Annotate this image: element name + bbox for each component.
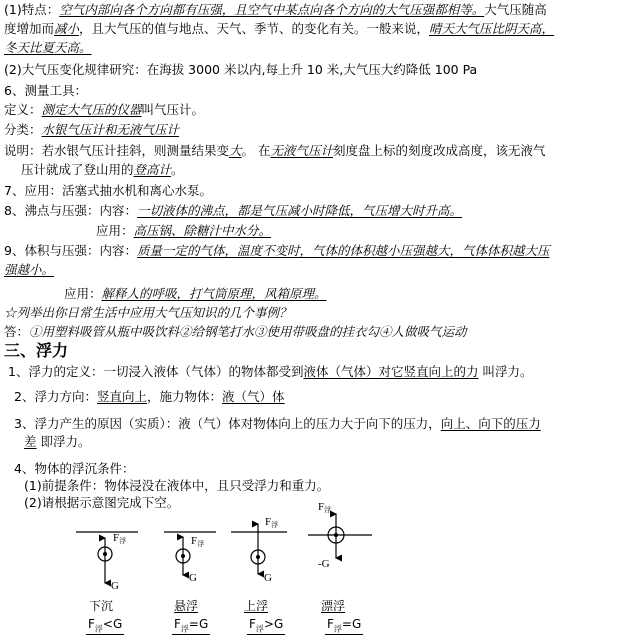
text: 即浮力。 (36, 434, 91, 449)
answer-cause: 向上、向下的压力 (440, 416, 541, 431)
buoyancy-cause-2 (24, 434, 91, 450)
text: F (88, 617, 95, 631)
text: 分类： (4, 122, 42, 137)
text: F (174, 617, 181, 631)
text: 应用： (64, 286, 102, 301)
text: 定义： (4, 102, 42, 117)
text: = (188, 617, 199, 631)
answer-altimeter: 登高计 (133, 162, 172, 177)
relation-rise (247, 617, 285, 635)
text: 刻度盘上标的刻度改成高度，该无液气 (333, 143, 546, 158)
note-line-2 (21, 162, 184, 178)
section-title-buoyancy: 三、浮力 (4, 341, 69, 360)
rule-line (4, 62, 477, 78)
buoyancy-cause-1 (14, 416, 541, 432)
text: ，施力物体： (146, 389, 222, 404)
relation-suspend (172, 617, 210, 635)
text: 压计就成了登山用的 (21, 162, 134, 177)
text: 度增加而 (4, 21, 55, 36)
diagram-floating (308, 501, 372, 570)
feature-line-3 (4, 40, 92, 56)
text: G (351, 617, 362, 631)
volume-application-line (64, 286, 327, 302)
sink-float-heading (14, 461, 134, 477)
diagram-sink (76, 532, 138, 592)
answer-definition: 测定大气压的仪器 (41, 102, 142, 117)
answer-aneroid: 无液气压计 (270, 143, 334, 158)
state-floating: 漂浮 (321, 599, 346, 613)
answer-examples: ①用塑料吸管从瓶中吸饮料②给钢笔打水③使用带吸盘的挂衣勾④人做吸气运动 (29, 324, 467, 339)
boiling-line (4, 203, 462, 219)
text: ，且大气压的值与地点、天气、季节、的变化有关。一般来说， (79, 21, 430, 36)
gravity-label: G (189, 572, 197, 584)
answer-line (4, 324, 467, 340)
feature-label: (1)特点： (4, 2, 60, 17)
gravity-label: G (264, 572, 272, 584)
buoyancy-definition (8, 364, 532, 380)
application-line (4, 183, 212, 199)
float-force-label: F浮 (318, 501, 332, 514)
answer-winter: 冬天比夏天高。 (4, 40, 92, 55)
note-line-1 (4, 143, 546, 159)
text: 3、浮力产生的原因（实质）：液（气）体对物体向上的压力大于向下的压力， (14, 416, 441, 431)
text: 叫浮力。 (478, 364, 533, 379)
text: ☆列举出你日常生活中应用大气压知识的几个事例？ (4, 305, 292, 320)
text: (2)大气压变化规律研究：在海拔 3000 米以内,每上升 10 米,大气压大约降低 100 Pa (4, 62, 478, 77)
text: 浮 (255, 624, 264, 634)
text: = (341, 617, 352, 631)
text: 8、沸点与压强：内容： (4, 203, 137, 218)
state-rise: 上浮 (244, 599, 269, 613)
gravity-label: G (111, 580, 119, 592)
precondition-line (24, 478, 329, 494)
heading-measure-tools (4, 83, 87, 99)
text: 4、物体的浮沉条件： (14, 461, 135, 476)
state-suspend: 悬浮 (174, 599, 199, 613)
text: 。 (171, 162, 184, 177)
text: (1)前提条件：物体浸没在液体中，且只受浮力和重力。 (24, 478, 330, 493)
answer-sunny: 晴天大气压比阴天高， (429, 21, 555, 36)
category-line (4, 122, 179, 138)
text: 浮 (333, 624, 342, 634)
text: 9、体积与压强：内容： (4, 243, 137, 258)
answer-cause-end: 差 (24, 434, 37, 449)
answer-volume: 质量一定的气体，温度不变时，气体的体积越小压强越大，气体体积越大压 (136, 243, 550, 258)
feature-line-2 (4, 21, 554, 37)
answer-decrease: 减小 (54, 21, 80, 36)
answer-exerter: 液（气）体 (222, 389, 285, 404)
relation-floating (325, 617, 363, 635)
text: F (249, 617, 256, 631)
text: F (327, 617, 334, 631)
text: G (273, 617, 284, 631)
answer-big: 大 (229, 143, 242, 158)
text: 应用： (96, 223, 134, 238)
text: 6、测量工具： (4, 83, 87, 98)
text: 浮 (180, 624, 189, 634)
text: > (263, 617, 274, 631)
float-force-label: F浮 (265, 516, 279, 529)
text: 说明：若水银气压计挂斜，则测量结果变 (4, 143, 230, 158)
text: 7、应用：活塞式抽水机和离心水泵。 (4, 183, 212, 198)
diagram-rise (231, 516, 287, 584)
text: 2、浮力方向： (14, 389, 97, 404)
answer-volume-end: 强越小。 (4, 262, 55, 277)
answer-boiling-app: 高压锅、除糖汁中水分。 (133, 223, 272, 238)
feature-line-1 (4, 2, 547, 18)
answer-buoyancy-def: 液体（气体）对它竖直向上的力 (303, 364, 479, 379)
feature-text: 大气压随高 (484, 2, 547, 17)
answer-category: 水银气压计和无液气压计 (41, 122, 180, 137)
text: (2)请根据示意图完成下空。 (24, 495, 180, 510)
volume-line-2 (4, 262, 54, 278)
force-diagrams (0, 497, 618, 635)
feature-answer-1: 空气内部向各个方向都有压强，且空气中某点向各个方向的大气压强都相等。 (59, 2, 485, 17)
text: 。 在 (241, 143, 271, 158)
float-force-label: F浮 (191, 535, 205, 548)
float-force-label: F浮 (113, 532, 127, 545)
relation-sink (86, 617, 124, 635)
text: 浮 (94, 624, 103, 634)
diagram-suspend (164, 532, 216, 584)
text: G (112, 617, 123, 631)
buoyancy-direction (14, 389, 285, 405)
text: 叫气压计。 (141, 102, 205, 117)
text: G (198, 617, 209, 631)
answer-direction: 竖直向上 (96, 389, 147, 404)
text: 1、浮力的定义：一切浸入液体（气体）的物体都受到 (8, 364, 304, 379)
gravity-label: -G (318, 558, 330, 570)
definition-line (4, 102, 204, 118)
boiling-application-line (96, 223, 271, 239)
answer-boiling: 一切液体的沸点，都是气压减小时降低，气压增大时升高。 (136, 203, 462, 218)
answer-volume-app: 解释人的呼吸，打气筒原理，风箱原理。 (101, 286, 327, 301)
state-sink: 下沉 (89, 599, 114, 613)
volume-line-1 (4, 243, 549, 259)
text: 答： (4, 324, 30, 339)
question-line (4, 305, 292, 321)
text: < (102, 617, 113, 631)
